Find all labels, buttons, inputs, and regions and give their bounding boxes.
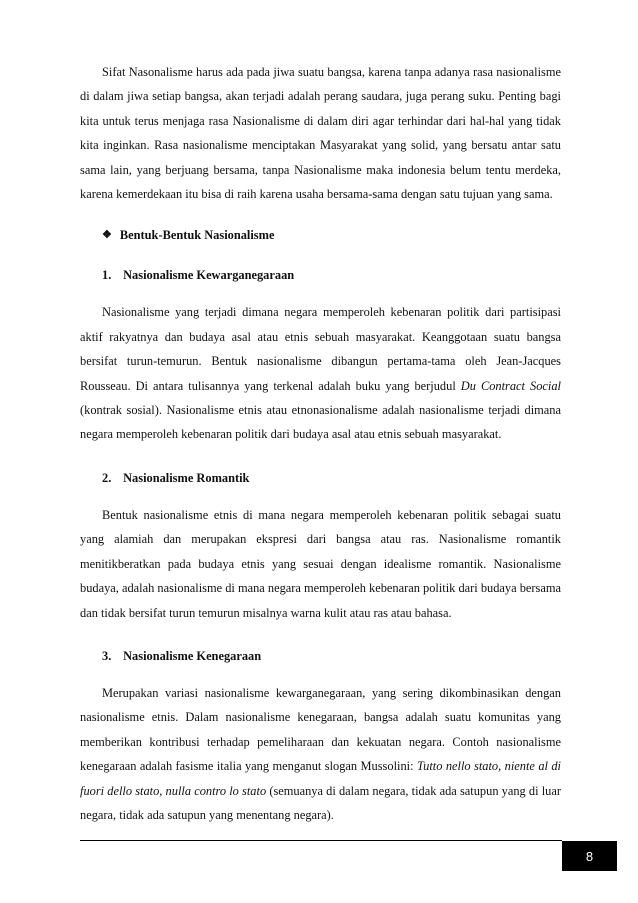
page-number-badge [562, 841, 617, 871]
slogan-italic: Tutto nello stato, niente al di fuori dello stato, nulla contro lo stato [80, 759, 562, 798]
book-title-italic: Du Contract Social [460, 378, 561, 393]
subsection-title: Nasionalisme Kenegaraan [123, 648, 262, 663]
subsection-number: 3. [102, 648, 112, 663]
subsection-paragraph-1 [80, 300, 561, 446]
intro-paragraph: Sifat Nasonalisme harus ada pada jiwa suatu bangsa, karena tanpa adanya rasa nasionalisme di dalam jiwa setiap bangsa, akan terjadi adalah perang saudara, juga perang suku. Penting bagi kita untuk terus menjaga rasa Nasionalisme di dalam diri agar terhindar dari hal-hal yang tidak kita inginkan. Rasa nasionalisme menciptakan Masyarakat yang solid, yang bersatu antar satu sama lain, yang berjuang bersama, tanpa Nasionalisme maka indonesia belum tentu merdeka, karena kemerdekaan itu bisa di raih karena usaha bersama-sama dengan satu tujuan yang sama. [80, 65, 561, 202]
subsection-number: 1. [102, 268, 112, 283]
paragraph-text: Nasionalisme yang terjadi dimana negara memperoleh kebenaran politik dari partisipasi aktif rakyatnya dan budaya asal atau etnis sebuah masyarakat. Keanggotaan suatu bangsa bersifat turun-temurun. Bentuk nasionalisme dibangun pertama-tama oleh Jean-Jacques Rousseau. Di antara tulisannya yang terkenal adalah buku yang berjudul [80, 305, 561, 393]
footer-divider [80, 840, 562, 841]
section-heading [102, 226, 561, 244]
subsection-number: 2. [102, 470, 112, 485]
section-title: Bentuk-Bentuk Nasionalisme [119, 228, 275, 243]
page-content [80, 60, 561, 827]
subsection-paragraph-2: Bentuk nasionalisme etnis di mana negara memperoleh kebenaran politik sebagai suatu yang alamiah dan merupakan ekspresi dari bangsa atau ras. Nasionalisme romantik menitikberatkan pada budaya etnis yang sesuai dengan idealisme romantik. Nasionalisme budaya, adalah nasionalisme di mana negara memperoleh kebenaran politik dari budaya bersama dan tidak bersifat turun temurun misalnya warna kulit atau ras atau bahasa. [80, 507, 561, 620]
page-number: 8 [585, 848, 594, 864]
paragraph-text: (semuanya di dalam negara, tidak ada satupun yang di luar negara, tidak ada satupun yang menentang negara). [80, 783, 561, 822]
subsection-title: Nasionalisme Kewarganegaraan [123, 268, 295, 283]
subsection-paragraph-3 [80, 681, 561, 827]
paragraph-text: Merupakan variasi nasionalisme kewarganegaraan, yang sering dikombinasikan dengan nasionalisme etnis. Dalam nasionalisme kenegaraan, bangsa adalah suatu komunitas yang memberikan kontribusi terhadap pemeliharaan dan kekuatan negara. Contoh nasionalisme kenegaraan adalah fasisme italia yang menganut slogan Mussolini: [80, 685, 561, 774]
subsection-heading-2 [102, 469, 561, 487]
subsection-title: Nasionalisme Romantik [123, 470, 250, 485]
paragraph-text: (kontrak sosial). Nasionalisme etnis atau etnonasionalisme adalah nasionalisme terjadi dimana negara memperoleh kebenaran politik dari budaya asal atau etnis sebuah masyarakat. [80, 403, 561, 442]
subsection-heading-3 [102, 647, 561, 665]
diamond-bullet-icon: ❖ [102, 229, 112, 242]
subsection-heading-1 [102, 266, 561, 284]
